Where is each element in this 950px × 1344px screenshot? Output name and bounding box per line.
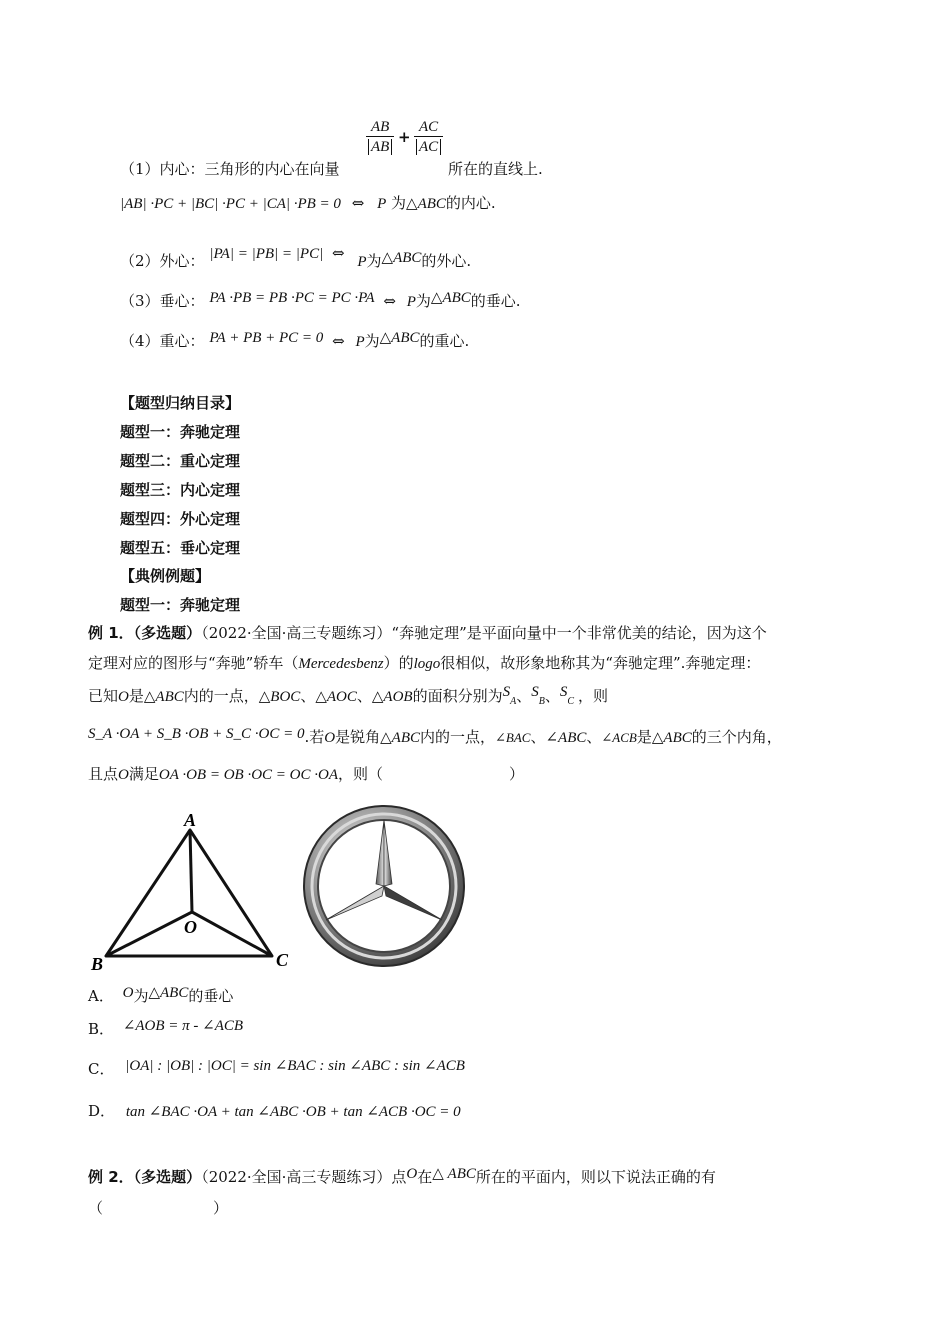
example2-text1b: 在 [417,1168,433,1186]
example1-text4a: .若 [304,728,325,746]
point-o: O [122,985,134,1001]
triangle-abc: △ABC [148,985,189,1001]
example2-line2 [88,1197,228,1219]
example1-text3b: 是 [128,687,144,705]
center-label-o: O [184,917,197,937]
separator: 、 [300,687,316,705]
circumcenter-label: （2）外心： [120,252,205,270]
area-sc-subscript: C [567,696,575,707]
triangle-abc: △ABC [143,689,184,705]
point-p: P [357,254,367,270]
vertex-label-a: A [184,810,197,830]
orthocenter-statement [120,290,521,313]
example1-text3c: 内的一点， [183,687,259,705]
fraction-ac-denominator: AC [416,139,441,155]
circumcenter-formula: |PA| = |PB| = |PC| [209,246,324,262]
incenter-tail: 所在的直线上. [448,160,543,178]
brand-name: Mercedesbenz [298,656,384,672]
example1-text4d: 是 [636,728,652,746]
triangle-boc: △BOC [258,689,301,705]
mercedes-logo-icon [298,800,470,972]
angle-acb: ∠ACB [601,730,637,745]
logo-word: logo [413,656,441,672]
triangle-abc: △ABC [651,730,692,746]
triangle-abc: △ABC [406,196,446,212]
centroid-text-wei: 为 [364,332,380,350]
fraction-ac-numerator: AC [414,118,443,137]
area-sb-subscript: B [538,696,545,707]
orthocenter-condition: OA ·OB = OB ·OC = OC ·OA [158,767,339,783]
example1-text2c: 很相似，故形象地称其为“奔驰定理”.奔驰定理： [440,654,761,672]
example1-text5a: 且点 [88,765,119,783]
incenter-label: （1）内心：三角形的内心在向量 [120,160,340,178]
triangle-abc: △ABC [381,250,422,266]
example1-text4c: 内的一点， [420,728,496,746]
example1-label: 例 1． [88,624,134,642]
fraction-ab-numerator: AB [366,118,394,137]
triangle-aoc: △AOC [315,689,357,705]
point-o: O [118,689,129,705]
option-c[interactable] [88,1058,465,1081]
example1-text2b: ）的 [383,654,414,672]
example1-text1: （2022·全国·高三专题练习）“奔驰定理”是平面向量中一个非常优美的结论，因为这个 [201,624,767,642]
example1-text5b: 满足 [128,765,159,783]
segment-ao [190,830,192,912]
example1-text3a: 已知 [88,687,119,705]
iff-symbol: ⇔ [332,332,345,350]
point-p: P [406,294,416,310]
centroid-formula: PA + PB + PC = 0 [209,330,324,346]
example1-line2 [88,652,760,675]
iff-symbol: ⇔ [331,244,345,262]
angle-abc: ∠ABC [545,730,587,746]
option-a-label: A． [88,987,114,1005]
area-sb: S [531,684,539,700]
option-b[interactable] [88,1018,243,1041]
circumcenter-text-end: 的外心. [421,252,472,270]
fraction-ac [414,118,443,157]
centroid-text-end: 的重心. [419,332,470,350]
area-sa-subscript: A [510,696,517,707]
option-d[interactable] [88,1100,461,1123]
toc-heading: 【题型归纳目录】 [120,394,241,412]
triangle-abc: △ABC [379,330,420,346]
circumcenter-text-wei: 为 [366,252,382,270]
point-p: P [377,196,387,212]
point-o: O [324,730,336,746]
examples-heading: 【典例例题】 [120,567,211,585]
separator: 、 [544,687,560,705]
orthocenter-text-wei: 为 [415,292,431,310]
area-sc: S [559,684,568,700]
triangle-figure [88,808,298,976]
example1-line4 [88,726,782,749]
incenter-text-wei: 为 [391,194,407,212]
example1-text4b: 是锐角 [335,728,381,746]
option-d-formula: tan ∠BAC ·OA + tan ∠ABC ·OB + tan ∠ACB ·OC = 0 [125,1104,461,1120]
option-d-label: D． [88,1102,116,1120]
area-sa: S [502,684,511,700]
centroid-label: （4）重心： [120,332,205,350]
triangle-aob: △AOB [371,689,413,705]
example1-line1 [88,622,767,644]
circumcenter-statement [120,244,472,273]
incenter-formula: |AB| ·PC + |BC| ·PC + |CA| ·PB = 0 [120,196,341,212]
incenter-plus: + [398,128,411,146]
option-a[interactable] [88,985,233,1008]
fraction-ab-denominator: AB [368,139,392,155]
section-title-1: 题型一：奔驰定理 [120,596,241,614]
example1-text5d: ） [509,765,525,783]
incenter-formula-line [120,192,496,215]
example2-label: 例 2． [88,1168,134,1186]
iff-symbol: ⇔ [351,194,365,212]
toc-item-5[interactable]: 题型五：垂心定理 [120,539,241,557]
example2-paren-close: ） [213,1199,229,1217]
toc-item-4[interactable]: 题型四：外心定理 [120,510,241,528]
separator: 、 [356,687,372,705]
example2-text1c: 所在的平面内，则以下说法正确的有 [475,1168,716,1186]
option-a-text1: 为 [133,987,149,1005]
fraction-ab [366,118,394,157]
example1-text2a: 定理对应的图形与“奔驰”轿车（ [88,654,299,672]
segment-co [192,912,272,956]
example2-tag: （多选题） [133,1168,202,1186]
separator: 、 [516,687,532,705]
option-b-formula: ∠AOB = π - ∠ACB [122,1018,244,1034]
option-b-label: B． [88,1020,115,1038]
orthocenter-label: （3）垂心： [120,292,205,310]
point-o: O [118,767,129,783]
example2-line1 [88,1166,716,1189]
orthocenter-formula: PA ·PB = PB ·PC = PC ·PA [209,290,375,306]
point-o: O [406,1166,418,1182]
vertex-label-b: B [91,954,104,974]
toc-item-1[interactable]: 题型一：奔驰定理 [120,423,241,441]
triangle-abc: △ABC [430,290,471,306]
orthocenter-text-end: 的垂心. [470,292,521,310]
example1-text4e: 的三个内角， [691,728,782,746]
example2-paren-open: （ [88,1199,104,1217]
example1-text3e: ，则 [578,687,609,705]
triangle-abc: △ABC [380,730,420,746]
angle-bac: ∠BAC [495,730,531,745]
centroid-statement [120,330,469,353]
benz-theorem-formula: S_A ·OA + S_B ·OB + S_C ·OC = 0 [88,726,305,742]
triangle-abc: △ ABC [432,1166,476,1182]
separator: 、 [530,728,546,746]
example1-text3d: 的面积分别为 [412,687,503,705]
example1-line3 [88,685,608,713]
example1-text5c: ，则（ [338,765,384,783]
toc-item-2[interactable]: 题型二：重心定理 [120,452,241,470]
example2-text1a: （2022·全国·高三专题练习）点 [201,1168,407,1186]
option-c-label: C． [88,1060,115,1078]
vertex-label-c: C [276,950,289,970]
incenter-text-end: 的内心. [445,194,496,212]
example1-tag: （多选题） [133,624,202,642]
toc-item-3[interactable]: 题型三：内心定理 [120,481,241,499]
option-c-formula: |OA| : |OB| : |OC| = sin ∠BAC : sin ∠ABC : sin ∠ACB [125,1058,465,1074]
example1-line5 [88,763,524,786]
separator: 、 [586,728,602,746]
option-a-text2: 的垂心 [188,987,234,1005]
iff-symbol: ⇔ [383,292,396,310]
point-p: P [355,334,365,350]
